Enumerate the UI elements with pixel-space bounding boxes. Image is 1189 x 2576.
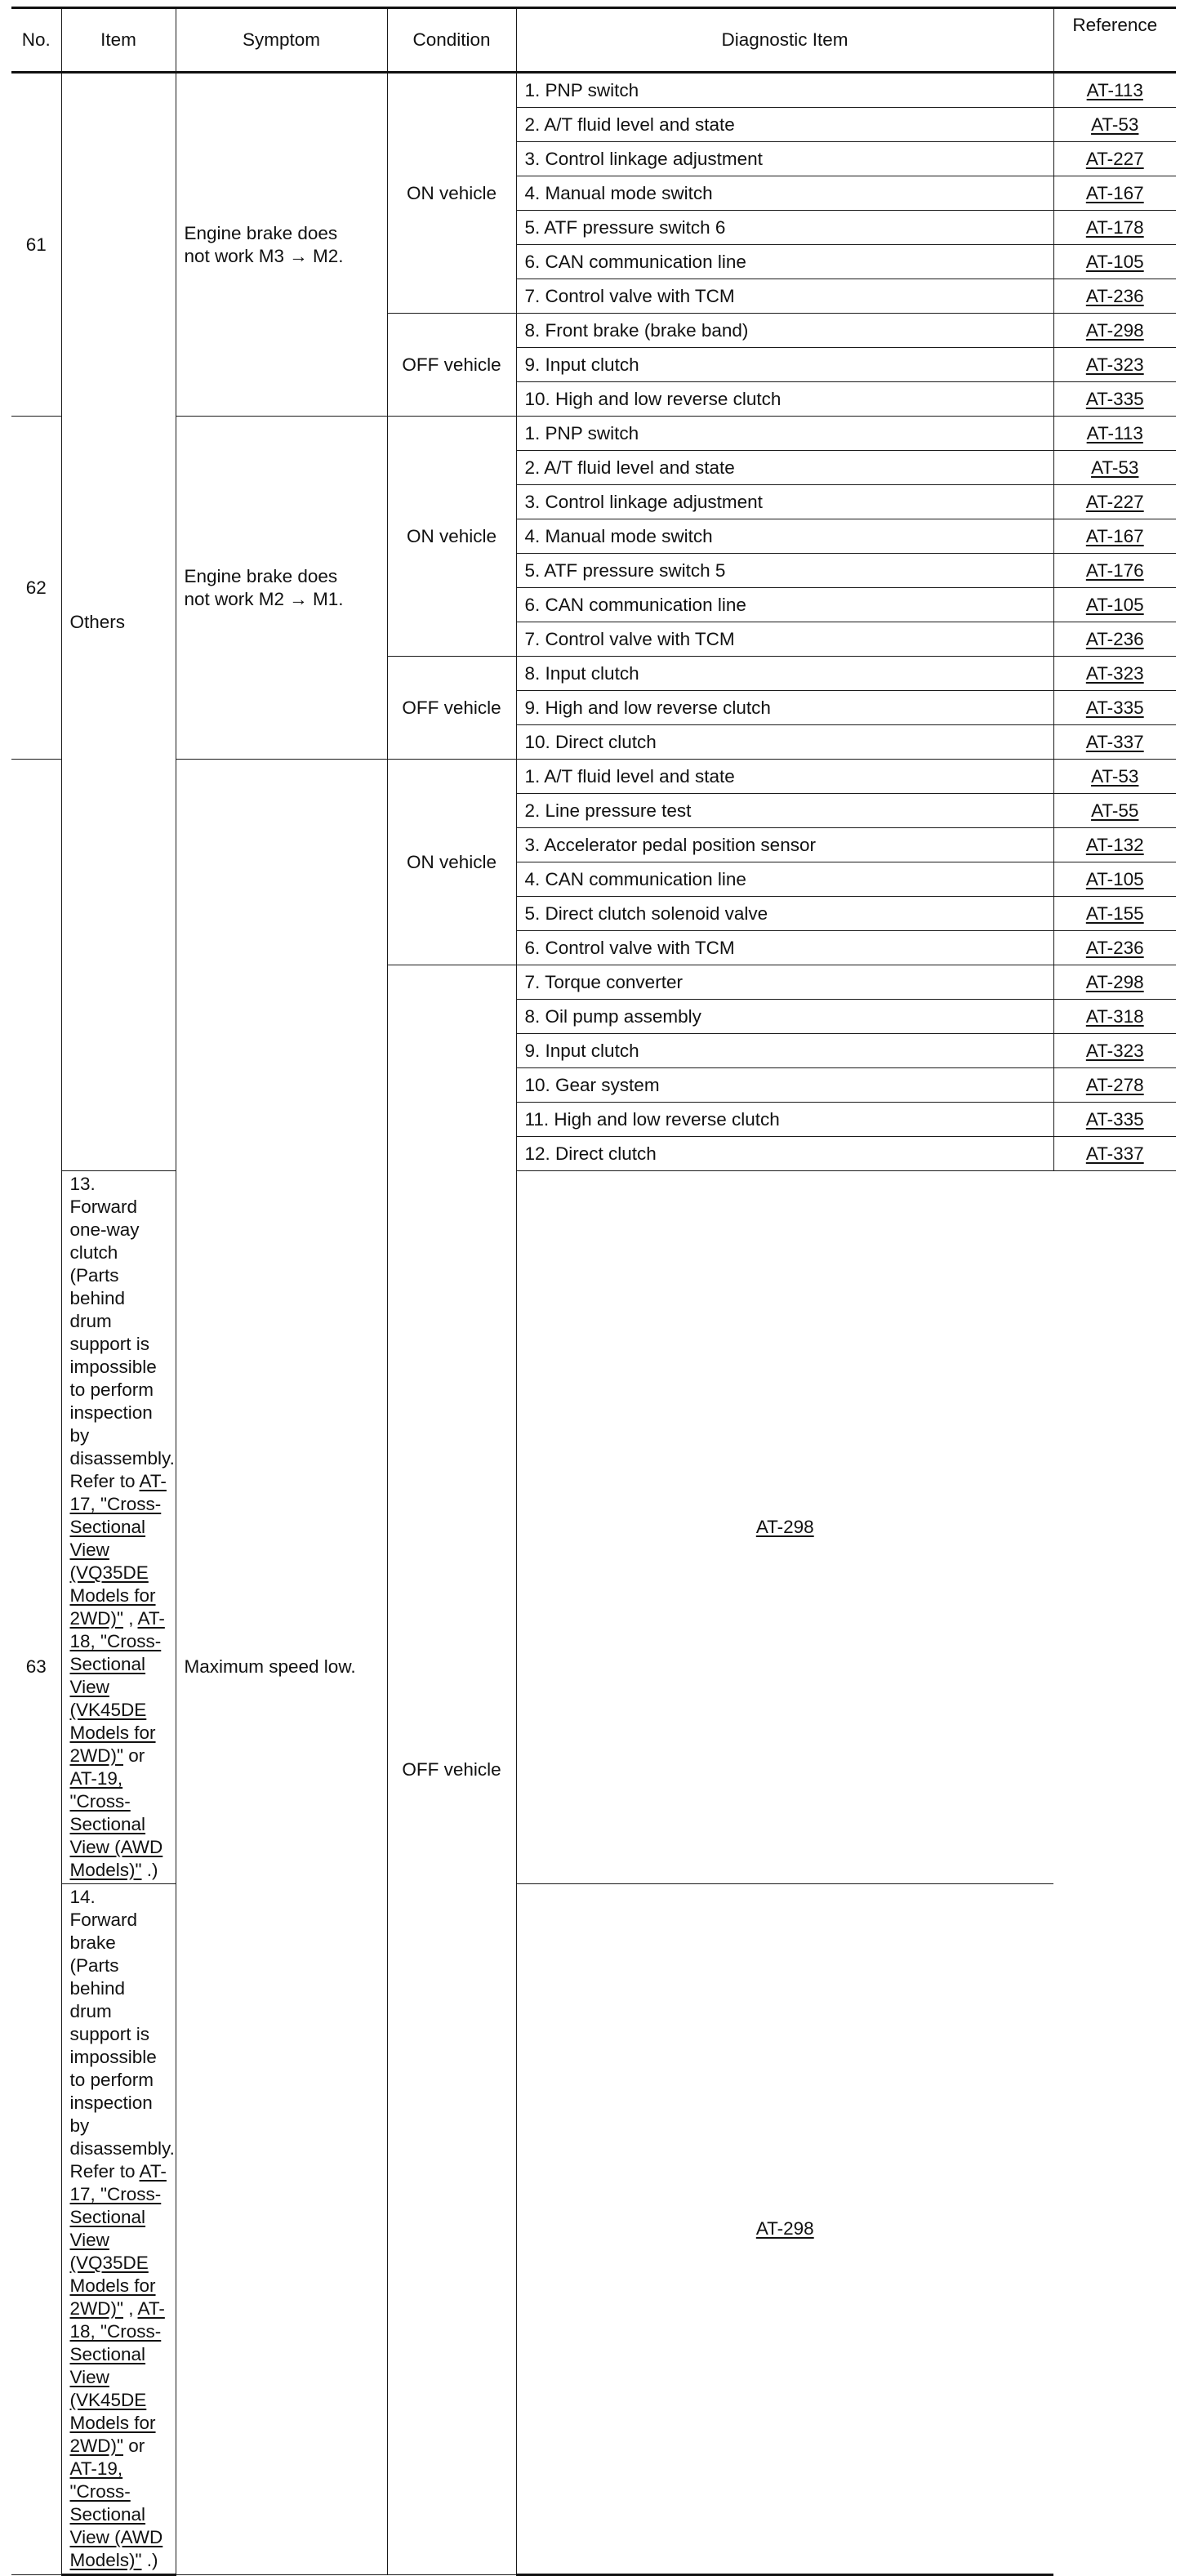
reference-cell [1053,176,1176,211]
reference-link[interactable]: AT-105 [1085,594,1144,615]
reference-link[interactable]: AT-155 [1085,902,1144,924]
reference-link[interactable]: AT-323 [1085,1040,1144,1061]
diagnostic-item: 9. Input clutch [516,1034,1053,1068]
reference-link[interactable]: AT-227 [1085,148,1144,169]
reference-link[interactable]: AT-167 [1085,182,1144,203]
reference-cell [1053,657,1176,691]
reference-cell [1053,519,1176,554]
header-condition: Condition [387,8,516,73]
reference-cell [1053,588,1176,622]
header-item: Item [61,8,176,73]
reference-cell [1053,485,1176,519]
symptom-cell [176,417,387,760]
separator-text: or [122,1745,145,1766]
reference-link[interactable]: AT-318 [1085,1005,1144,1027]
reference-cell [1053,931,1176,965]
cross-ref-link[interactable]: AT-19, "Cross-Sectional View (AWD Models)" [69,2458,163,2570]
diagnostic-item: 3. Control linkage adjustment [516,142,1053,176]
reference-link[interactable]: AT-227 [1085,491,1144,512]
condition-on-vehicle: ON vehicle [387,760,516,965]
condition-on-vehicle: ON vehicle [387,73,516,314]
condition-on-vehicle: ON vehicle [387,417,516,657]
separator-text: , [122,2298,138,2319]
reference-cell [1053,108,1176,142]
diagnostic-item: 8. Input clutch [516,657,1053,691]
cross-ref-link[interactable]: AT-17, "Cross-Sectional View (VQ35DE Models for 2WD)" [69,1471,167,1629]
table-row [11,73,1176,108]
separator-text: , [122,1608,138,1629]
condition-off-vehicle: OFF vehicle [387,965,516,2575]
diagnostic-item: 5. ATF pressure switch 6 [516,211,1053,245]
reference-cell [1053,965,1176,1000]
reference-cell [1053,417,1176,451]
header-diagnostic-item: Diagnostic Item [516,8,1053,73]
symptom-line: not work M2 → M1. [184,588,344,609]
symptom-line: Maximum speed low. [184,1656,356,1677]
reference-cell [1053,279,1176,314]
diagnostic-text: 14. Forward brake (Parts behind drum support is impossible to perform inspection by disassembly. Refer to [69,1887,175,2182]
reference-cell [1053,142,1176,176]
diagnostic-item: 1. PNP switch [516,73,1053,108]
diagnostic-item: 7. Control valve with TCM [516,279,1053,314]
reference-link[interactable]: AT-167 [1085,525,1144,546]
reference-cell [1053,862,1176,897]
reference-link[interactable]: AT-335 [1085,697,1144,718]
reference-cell [1053,382,1176,417]
row-number: 63 [11,760,61,2575]
reference-cell [1053,314,1176,348]
reference-cell [1053,348,1176,382]
reference-link[interactable]: AT-105 [1085,868,1144,889]
diagnostic-item: 4. Manual mode switch [516,519,1053,554]
reference-cell [1053,245,1176,279]
reference-link[interactable]: AT-335 [1085,1108,1144,1130]
reference-link[interactable]: AT-132 [1085,834,1144,855]
cross-ref-link[interactable]: AT-17, "Cross-Sectional View (VQ35DE Models for 2WD)" [69,2161,167,2319]
diagnostic-item: 11. High and low reverse clutch [516,1103,1053,1137]
symptom-cell [176,760,387,2575]
reference-cell [1053,725,1176,760]
diagnostic-item [61,1884,176,2575]
diagnostic-item: 7. Control valve with TCM [516,622,1053,657]
reference-link[interactable]: AT-178 [1085,216,1144,238]
row-number: 61 [11,73,61,417]
reference-cell [1053,622,1176,657]
reference-link[interactable]: AT-337 [1085,1143,1144,1164]
reference-link[interactable]: AT-53 [1091,114,1139,135]
reference-cell [1053,1000,1176,1034]
cross-ref-link[interactable]: AT-18, "Cross-Sectional View (VK45DE Models for 2WD)" [69,1608,165,1766]
diagnostic-text: 13. Forward one-way clutch (Parts behind drum support is impossible to perform inspection by disassembly. Refer to [69,1174,175,1491]
reference-link[interactable]: AT-236 [1085,628,1144,649]
reference-link[interactable]: AT-236 [1085,937,1144,958]
diagnostic-item: 2. A/T fluid level and state [516,108,1053,142]
reference-link[interactable]: AT-53 [1091,765,1139,787]
reference-cell [1053,794,1176,828]
diagnostic-item: 8. Front brake (brake band) [516,314,1053,348]
reference-link[interactable]: AT-298 [1085,971,1144,992]
table-row [11,417,1176,451]
diagnostic-item: 3. Control linkage adjustment [516,485,1053,519]
reference-link[interactable]: AT-113 [1086,79,1143,100]
reference-link[interactable]: AT-105 [1085,251,1144,272]
diagnostic-item: 12. Direct clutch [516,1137,1053,1171]
condition-off-vehicle: OFF vehicle [387,314,516,417]
reference-cell [1053,828,1176,862]
header-no: No. [11,8,61,73]
cross-ref-link[interactable]: AT-18, "Cross-Sectional View (VK45DE Models for 2WD)" [69,2298,165,2456]
header-symptom: Symptom [176,8,387,73]
table-header-row [11,8,1176,73]
symptom-line: Engine brake does [184,565,338,586]
item-category: Others [61,73,176,1171]
reference-cell [1053,554,1176,588]
diagnostic-item: 1. PNP switch [516,417,1053,451]
header-reference: Reference [1053,8,1176,73]
reference-link[interactable]: AT-278 [1085,1074,1144,1095]
diagnostic-item: 6. CAN communication line [516,588,1053,622]
row-number: 62 [11,417,61,760]
reference-link[interactable]: AT-298 [755,1517,814,1537]
reference-cell [1053,1137,1176,1171]
condition-off-vehicle: OFF vehicle [387,657,516,760]
diagnosis-table-sheet [11,7,1176,2576]
reference-cell [1053,1103,1176,1137]
diagnostic-item: 6. CAN communication line [516,245,1053,279]
reference-cell [1053,211,1176,245]
reference-cell [1053,897,1176,931]
reference-link[interactable]: AT-236 [1085,285,1144,306]
diagnostic-item: 4. Manual mode switch [516,176,1053,211]
reference-link[interactable]: AT-298 [1085,319,1144,341]
reference-cell [1053,1034,1176,1068]
reference-link[interactable]: AT-323 [1085,662,1144,684]
diagnostic-item: 10. High and low reverse clutch [516,382,1053,417]
reference-cell [1053,73,1176,108]
separator-text: or [122,2436,145,2456]
diagnostic-item: 5. ATF pressure switch 5 [516,554,1053,588]
diagnostic-item: 5. Direct clutch solenoid valve [516,897,1053,931]
reference-cell [1053,691,1176,725]
diagnostic-item: 1. A/T fluid level and state [516,760,1053,794]
cross-ref-link[interactable]: AT-19, "Cross-Sectional View (AWD Models)" [69,1768,163,1880]
table-row [11,760,1176,794]
reference-cell [1053,451,1176,485]
reference-link[interactable]: AT-323 [1085,354,1144,375]
separator-text: .) [141,1860,158,1880]
reference-cell [516,1171,1053,1884]
diagnostic-item [61,1171,176,1884]
diagnostic-item: 3. Accelerator pedal position sensor [516,828,1053,862]
symptom-cell [176,73,387,417]
reference-link[interactable]: AT-335 [1085,388,1144,409]
reference-link[interactable]: AT-53 [1091,457,1139,478]
diagnostic-item: 6. Control valve with TCM [516,931,1053,965]
separator-text: .) [141,2550,158,2570]
reference-cell [516,1884,1053,2575]
diagnostic-item: 10. Gear system [516,1068,1053,1103]
diagnostic-item: 8. Oil pump assembly [516,1000,1053,1034]
symptom-line: Engine brake does [184,222,338,243]
diagnostic-item: 4. CAN communication line [516,862,1053,897]
diagnostic-item: 9. High and low reverse clutch [516,691,1053,725]
symptom-line: not work M3 → M2. [184,245,344,266]
reference-link[interactable]: AT-113 [1086,422,1143,443]
diagnostic-item: 7. Torque converter [516,965,1053,1000]
reference-link[interactable]: AT-337 [1085,731,1144,752]
reference-link[interactable]: AT-55 [1091,800,1139,821]
diagnostic-item: 2. Line pressure test [516,794,1053,828]
reference-cell [1053,760,1176,794]
diagnosis-table [11,7,1176,2576]
diagnostic-item: 2. A/T fluid level and state [516,451,1053,485]
diagnostic-item: 9. Input clutch [516,348,1053,382]
diagnostic-item: 10. Direct clutch [516,725,1053,760]
reference-cell [1053,1068,1176,1103]
reference-link[interactable]: AT-176 [1085,559,1144,581]
reference-link[interactable]: AT-298 [755,2218,814,2239]
